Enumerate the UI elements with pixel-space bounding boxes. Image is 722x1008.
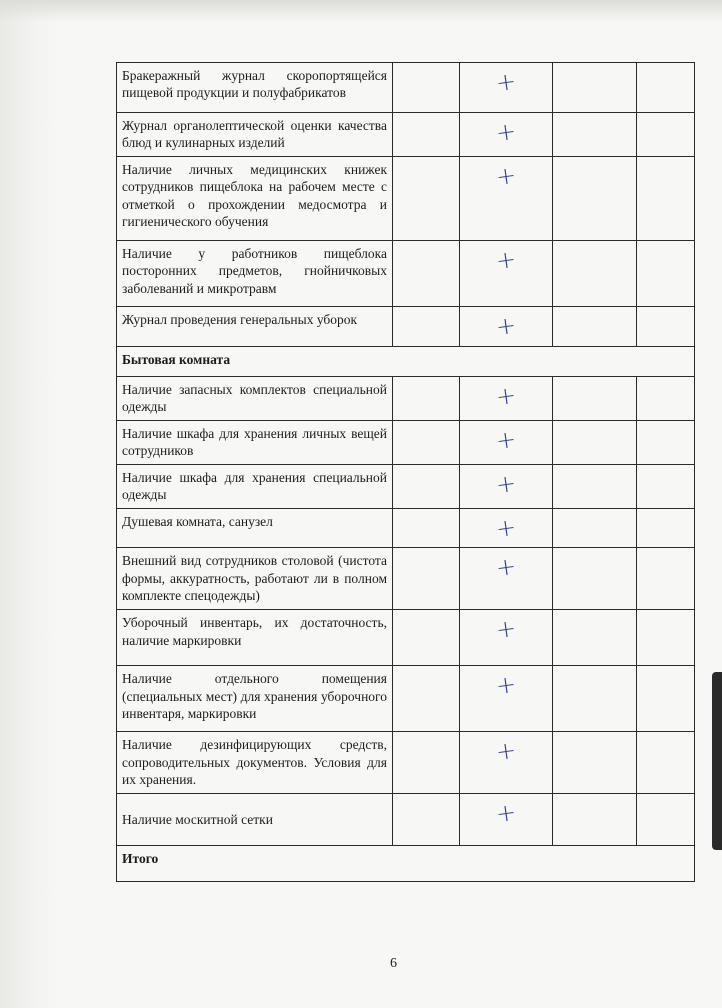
plus-mark: + xyxy=(494,66,518,98)
empty-cell xyxy=(553,157,637,241)
table-row xyxy=(117,376,695,420)
scan-left-margin xyxy=(0,0,60,1008)
plus-mark: + xyxy=(494,736,518,767)
yes-cell xyxy=(460,376,553,420)
criterion-cell: Наличие москитной сетки xyxy=(117,794,393,846)
plus-mark: + xyxy=(494,160,518,192)
criterion-cell: Наличие личных медицинских книжек сотрудников пищеблока на рабочем месте с отметкой о прохождении медосмотра и гигиенического обучения xyxy=(117,157,393,241)
empty-cell xyxy=(553,464,637,508)
empty-cell xyxy=(553,376,637,420)
table-row xyxy=(117,732,695,794)
criterion-cell: Внешний вид сотрудников столовой (чистота формы, аккуратность, работают ли в полном комплекте спецодежды) xyxy=(117,548,393,610)
empty-cell xyxy=(393,63,460,113)
table-row xyxy=(117,464,695,508)
yes-cell xyxy=(460,420,553,464)
plus-mark: + xyxy=(494,468,518,499)
empty-cell xyxy=(393,157,460,241)
empty-cell xyxy=(637,464,695,508)
criterion-cell: Наличие шкафа для хранения личных вещей сотрудников xyxy=(117,420,393,464)
total-row xyxy=(117,846,695,882)
table-row xyxy=(117,113,695,157)
table-row xyxy=(117,307,695,347)
page-number: 6 xyxy=(390,956,397,971)
plus-mark: + xyxy=(494,424,518,455)
empty-cell xyxy=(637,508,695,548)
empty-cell xyxy=(393,732,460,794)
yes-cell xyxy=(460,548,553,610)
empty-cell xyxy=(553,794,637,846)
empty-cell xyxy=(553,63,637,113)
yes-cell xyxy=(460,794,553,846)
empty-cell xyxy=(393,420,460,464)
table-row xyxy=(117,548,695,610)
empty-cell xyxy=(553,666,637,732)
empty-cell xyxy=(553,113,637,157)
plus-mark: + xyxy=(494,244,518,276)
empty-cell xyxy=(637,548,695,610)
yes-cell xyxy=(460,241,553,307)
section-header-row xyxy=(117,346,695,376)
criterion-cell: Наличие шкафа для хранения специальной одежды xyxy=(117,464,393,508)
plus-mark: + xyxy=(494,380,518,411)
empty-cell xyxy=(637,420,695,464)
empty-cell xyxy=(553,610,637,666)
total-label: Итого xyxy=(117,846,695,882)
empty-cell xyxy=(637,157,695,241)
empty-cell xyxy=(637,63,695,113)
yes-cell xyxy=(460,610,553,666)
empty-cell xyxy=(637,241,695,307)
criterion-cell: Наличие у работников пищеблока посторонних предметов, гнойничковых заболеваний и микротравм xyxy=(117,241,393,307)
table-row xyxy=(117,420,695,464)
plus-mark: + xyxy=(494,670,518,701)
table-row xyxy=(117,794,695,846)
empty-cell xyxy=(553,241,637,307)
criterion-cell: Наличие дезинфицирующих средств, сопроводительных документов. Условия для их хранения. xyxy=(117,732,393,794)
page-edge-shadow xyxy=(712,672,722,850)
criterion-cell: Душевая комната, санузел xyxy=(117,508,393,548)
plus-mark: + xyxy=(494,552,518,583)
empty-cell xyxy=(393,508,460,548)
empty-cell xyxy=(553,420,637,464)
checklist-table xyxy=(116,62,695,882)
empty-cell xyxy=(393,464,460,508)
empty-cell xyxy=(393,548,460,610)
table-row xyxy=(117,610,695,666)
yes-cell xyxy=(460,732,553,794)
plus-mark: + xyxy=(494,310,518,342)
empty-cell xyxy=(637,307,695,347)
empty-cell xyxy=(553,548,637,610)
scan-top-edge xyxy=(0,0,722,22)
criterion-cell: Журнал проведения генеральных уборок xyxy=(117,307,393,347)
criterion-cell: Журнал органолептической оценки качества блюд и кулинарных изделий xyxy=(117,113,393,157)
plus-mark: + xyxy=(494,512,518,543)
empty-cell xyxy=(637,376,695,420)
table-row xyxy=(117,666,695,732)
empty-cell xyxy=(637,732,695,794)
empty-cell xyxy=(553,307,637,347)
criterion-cell: Наличие запасных комплектов специальной одежды xyxy=(117,376,393,420)
empty-cell xyxy=(393,794,460,846)
yes-cell xyxy=(460,63,553,113)
yes-cell xyxy=(460,307,553,347)
empty-cell xyxy=(393,666,460,732)
yes-cell xyxy=(460,666,553,732)
empty-cell xyxy=(637,113,695,157)
empty-cell xyxy=(637,610,695,666)
yes-cell xyxy=(460,157,553,241)
criterion-cell: Бракеражный журнал скоропортящейся пищевой продукции и полуфабрикатов xyxy=(117,63,393,113)
yes-cell xyxy=(460,508,553,548)
yes-cell xyxy=(460,464,553,508)
empty-cell xyxy=(393,610,460,666)
plus-mark: + xyxy=(494,798,518,829)
section-title: Бытовая комната xyxy=(117,346,695,376)
empty-cell xyxy=(393,376,460,420)
empty-cell xyxy=(553,732,637,794)
empty-cell xyxy=(393,307,460,347)
empty-cell xyxy=(393,113,460,157)
criterion-cell: Наличие отдельного помещения (специальных мест) для хранения уборочного инвентаря, маркировки xyxy=(117,666,393,732)
table-row xyxy=(117,157,695,241)
empty-cell xyxy=(393,241,460,307)
yes-cell xyxy=(460,113,553,157)
table-row xyxy=(117,508,695,548)
empty-cell xyxy=(637,794,695,846)
table-row xyxy=(117,241,695,307)
empty-cell xyxy=(637,666,695,732)
empty-cell xyxy=(553,508,637,548)
plus-mark: + xyxy=(494,614,518,645)
plus-mark: + xyxy=(494,116,518,148)
table-row xyxy=(117,63,695,113)
criterion-cell: Уборочный инвентарь, их достаточность, наличие маркировки xyxy=(117,610,393,666)
